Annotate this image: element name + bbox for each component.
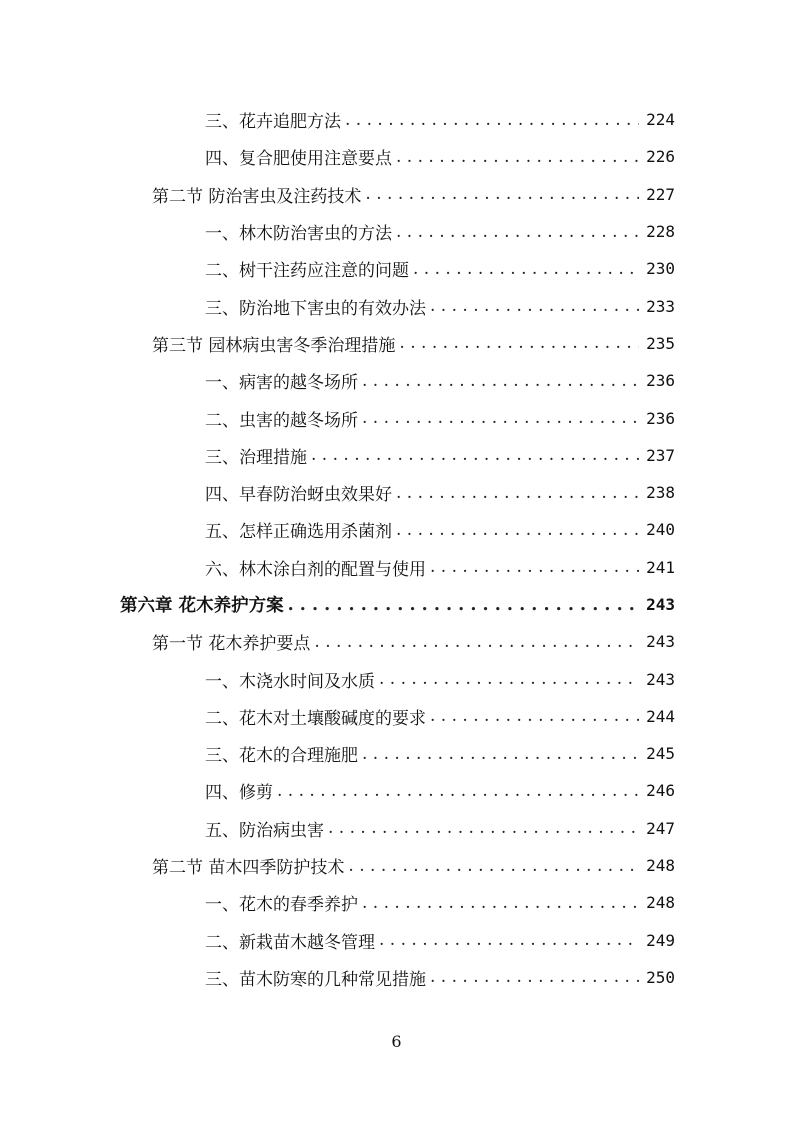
toc-entry[interactable] <box>0 101 793 138</box>
toc-entry-title: 一、林木防治害虫的方法 <box>205 224 392 245</box>
toc-entry-title: 五、怎样正确选用杀菌剂 <box>205 522 392 543</box>
toc-leader-dots <box>396 520 639 540</box>
toc-entry-title: 六、林木涂白剂的配置与使用 <box>205 559 426 580</box>
toc-entry-title: 五、防治病虫害 <box>205 820 324 841</box>
toc-entry-page: 245 <box>646 744 675 764</box>
toc-entry-title: 一、木浇水时间及水质 <box>205 671 375 692</box>
toc-entry-page: 238 <box>646 483 675 503</box>
toc-entry-title: 四、早春防治蚜虫效果好 <box>205 485 392 506</box>
toc-leader-dots <box>396 147 639 167</box>
toc-entry-page: 244 <box>646 706 675 726</box>
toc-leader-dots <box>365 184 639 204</box>
toc-entry-title: 一、花木的春季养护 <box>205 895 358 916</box>
toc-leader-dots <box>396 483 639 503</box>
toc-entry-page: 226 <box>646 147 675 167</box>
toc-entry-title: 三、治理措施 <box>205 447 307 468</box>
toc-entry-page: 241 <box>646 557 675 577</box>
toc-leader-dots <box>430 706 639 726</box>
toc-leader-dots <box>328 818 639 838</box>
toc-entry-page: 236 <box>646 408 675 428</box>
toc-entry[interactable] <box>0 623 793 660</box>
toc-entry-page: 248 <box>646 856 675 876</box>
toc-entry-title: 一、病害的越冬场所 <box>205 373 358 394</box>
toc-entry-page: 236 <box>646 371 675 391</box>
toc-entry-title: 第二节 防治害虫及注药技术 <box>152 186 362 207</box>
table-of-contents <box>0 101 793 996</box>
toc-entry[interactable] <box>0 213 793 250</box>
toc-entry-page: 247 <box>646 818 675 838</box>
toc-entry-title: 第六章 花木养护方案 <box>120 596 284 616</box>
toc-entry[interactable] <box>0 176 793 213</box>
toc-entry-page: 249 <box>646 930 675 950</box>
toc-leader-dots <box>430 557 639 577</box>
toc-entry-title: 二、新栽苗木越冬管理 <box>205 932 375 953</box>
toc-leader-dots <box>379 669 639 689</box>
toc-entry[interactable] <box>0 884 793 921</box>
toc-entry-title: 二、花木对土壤酸碱度的要求 <box>205 708 426 729</box>
toc-entry[interactable] <box>0 922 793 959</box>
toc-leader-dots <box>345 110 639 130</box>
toc-leader-dots <box>277 781 639 801</box>
toc-entry[interactable] <box>0 698 793 735</box>
toc-entry[interactable] <box>0 586 793 623</box>
toc-leader-dots <box>362 893 639 913</box>
toc-entry-title: 二、虫害的越冬场所 <box>205 410 358 431</box>
toc-leader-dots <box>311 445 639 465</box>
toc-leader-dots <box>413 259 639 279</box>
toc-entry-title: 三、花卉追肥方法 <box>205 112 341 133</box>
toc-entry[interactable] <box>0 138 793 175</box>
toc-entry[interactable] <box>0 959 793 996</box>
toc-leader-dots <box>396 222 639 242</box>
toc-entry-page: 224 <box>646 110 675 130</box>
toc-entry-title: 二、树干注药应注意的问题 <box>205 261 409 282</box>
toc-entry[interactable] <box>0 847 793 884</box>
toc-entry[interactable] <box>0 474 793 511</box>
toc-entry[interactable] <box>0 810 793 847</box>
toc-entry-page: 248 <box>646 893 675 913</box>
toc-entry-title: 三、苗木防寒的几种常见措施 <box>205 969 426 990</box>
toc-entry-page: 250 <box>646 967 675 987</box>
toc-entry[interactable] <box>0 250 793 287</box>
toc-entry-page: 233 <box>646 296 675 316</box>
toc-entry-page: 235 <box>646 333 675 353</box>
toc-entry-page: 246 <box>646 781 675 801</box>
toc-entry-title: 第三节 园林病虫害冬季治理措施 <box>152 335 396 356</box>
toc-entry-page: 243 <box>646 669 675 689</box>
toc-entry-title: 第二节 苗木四季防护技术 <box>152 858 345 879</box>
toc-entry[interactable] <box>0 287 793 324</box>
toc-entry-title: 四、修剪 <box>205 783 273 804</box>
page-number: 6 <box>391 1032 402 1051</box>
toc-leader-dots <box>288 595 639 615</box>
toc-entry-page: 230 <box>646 259 675 279</box>
toc-entry-title: 四、复合肥使用注意要点 <box>205 149 392 170</box>
toc-leader-dots <box>430 296 639 316</box>
toc-leader-dots <box>399 333 639 353</box>
toc-entry-page: 243 <box>646 595 675 614</box>
toc-leader-dots <box>362 408 639 428</box>
toc-entry[interactable] <box>0 362 793 399</box>
toc-entry-title: 三、花木的合理施肥 <box>205 746 358 767</box>
toc-entry[interactable] <box>0 325 793 362</box>
toc-leader-dots <box>362 744 639 764</box>
toc-entry[interactable] <box>0 511 793 548</box>
toc-entry-page: 237 <box>646 445 675 465</box>
toc-leader-dots <box>348 856 639 876</box>
toc-entry[interactable] <box>0 660 793 697</box>
toc-entry-title: 第一节 花木养护要点 <box>152 634 311 655</box>
toc-entry-page: 227 <box>646 184 675 204</box>
toc-leader-dots <box>362 371 639 391</box>
toc-leader-dots <box>314 632 639 652</box>
toc-entry-page: 243 <box>646 632 675 652</box>
toc-entry[interactable] <box>0 772 793 809</box>
toc-entry[interactable] <box>0 399 793 436</box>
toc-leader-dots <box>430 967 639 987</box>
toc-entry-title: 三、防治地下害虫的有效办法 <box>205 298 426 319</box>
toc-entry[interactable] <box>0 549 793 586</box>
toc-entry[interactable] <box>0 735 793 772</box>
toc-entry-page: 240 <box>646 520 675 540</box>
toc-entry[interactable] <box>0 437 793 474</box>
toc-entry-page: 228 <box>646 222 675 242</box>
toc-leader-dots <box>379 930 639 950</box>
